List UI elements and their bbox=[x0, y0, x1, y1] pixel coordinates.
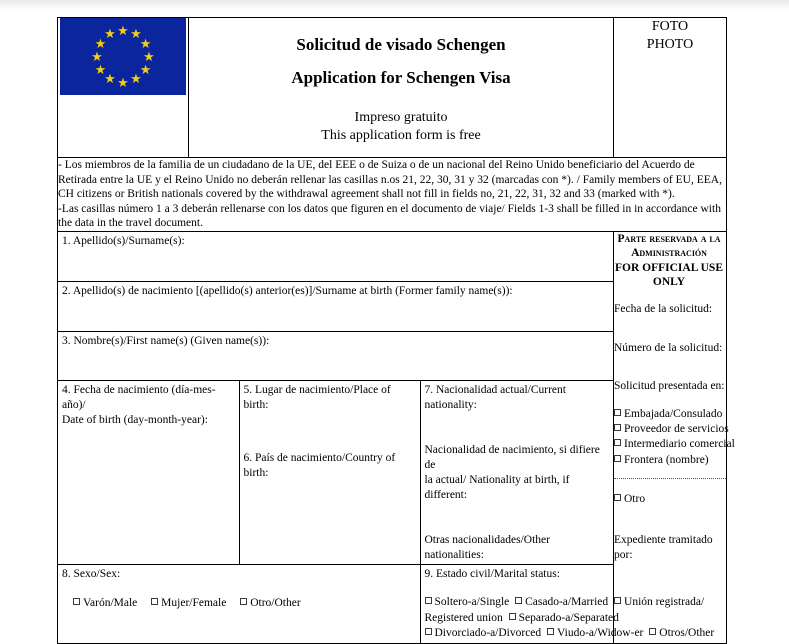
field-date-of-birth[interactable] bbox=[58, 380, 239, 565]
eu-flag-cell bbox=[58, 18, 189, 158]
notice-cell bbox=[58, 158, 727, 232]
option-label-service-provider: Proveedor de servicios bbox=[624, 423, 729, 436]
form-title-cell bbox=[189, 18, 614, 158]
option-label-embassy-consulate: Embajada/Consulado bbox=[624, 407, 723, 420]
field-nationality-at-birth-label-line1: Nacionalidad de nacimiento, si difiere de bbox=[424, 443, 600, 471]
field-surname-label: 1. Apellido(s)/Surname(s): bbox=[62, 234, 185, 247]
option-label-divorced: Divorciado-a/Divorced bbox=[434, 626, 542, 639]
checkbox-sex-male[interactable] bbox=[73, 598, 80, 605]
option-commercial-intermediary[interactable] bbox=[614, 437, 735, 452]
checkbox-service-provider[interactable] bbox=[614, 424, 621, 431]
field-row-8-9 bbox=[58, 565, 613, 643]
option-label-married: Casado-a/Married bbox=[525, 596, 609, 609]
option-label-single: Soltero-a/Single bbox=[434, 596, 510, 609]
form-subtitle-english: This application form is free bbox=[321, 127, 481, 143]
field-row-4-7 bbox=[58, 380, 613, 565]
form-subtitle-spanish: Impreso gratuito bbox=[354, 110, 448, 126]
checkbox-marital-widowed[interactable] bbox=[547, 628, 554, 635]
form-body-row bbox=[58, 231, 727, 643]
official-submitted-options bbox=[614, 407, 735, 468]
field-marital-status-label: 9. Estado civil/Marital status: bbox=[424, 568, 560, 581]
option-label-separated: Separado-a/Separated bbox=[518, 611, 619, 624]
option-label-registered-union-es: Unión registrada/ bbox=[624, 596, 705, 609]
option-embassy-consulate[interactable] bbox=[614, 407, 726, 422]
eu-flag-icon bbox=[60, 18, 186, 95]
official-application-number-label: Número de la solicitud: bbox=[614, 341, 723, 354]
border-name-write-in-line[interactable] bbox=[614, 477, 726, 479]
field-date-of-birth-label-line2: Date of birth (day-month-year): bbox=[62, 413, 208, 426]
eu-flag-star: ★ bbox=[130, 25, 142, 41]
eu-flag-star: ★ bbox=[117, 74, 129, 90]
official-handled-by-label: Expediente tramitado por: bbox=[614, 533, 713, 562]
field-country-of-birth-label: 6. País de nacimiento/Country of birth: bbox=[243, 451, 396, 479]
eu-flag-star: ★ bbox=[117, 22, 129, 38]
official-heading-english-line2: ONLY bbox=[652, 276, 686, 289]
official-application-date-label: Fecha de la solicitud: bbox=[614, 303, 713, 316]
notice-line-1: - Los miembros de la familia de un ciudadano de la UE, del EEE o de Suiza o de un nacional del Reino Unido beneficiario del Acuerdo de Retirada entre la UE y el Reino Unido no deberán rellenar las casillas n.os 21, 22, 30, 31 y 32 (marcadas con *). / Family members of EU, EEA, CH citizens or British nationals covered by the withdrawal agreement shall not fill in fields no, 21, 22, 31, 32 and 33 (marked with *). bbox=[58, 159, 722, 201]
field-row-3 bbox=[58, 331, 613, 380]
field-surname-at-birth[interactable] bbox=[58, 281, 613, 331]
form-title-english: Application for Schengen Visa bbox=[291, 67, 511, 87]
checkbox-sex-female[interactable] bbox=[151, 598, 158, 605]
checkbox-marital-married[interactable] bbox=[515, 597, 522, 604]
eu-flag-star: ★ bbox=[94, 35, 107, 51]
field-first-names[interactable] bbox=[58, 331, 613, 380]
field-first-names-label: 3. Nombre(s)/First name(s) (Given name(s)): bbox=[62, 334, 270, 347]
option-label-widowed: Viudo-a/Widow-er bbox=[557, 626, 644, 639]
eu-flag-star: ★ bbox=[143, 48, 155, 64]
checkbox-marital-separated[interactable] bbox=[509, 613, 516, 620]
field-other-nationalities-label: Otras nacionalidades/Other nationalities: bbox=[424, 533, 550, 561]
form-notice-row bbox=[58, 158, 727, 232]
checkbox-marital-divorced[interactable] bbox=[425, 628, 432, 635]
official-heading-spanish-line2: Administración bbox=[631, 247, 707, 260]
eu-flag-star: ★ bbox=[130, 71, 142, 87]
option-label-sex-other: Otro/Other bbox=[250, 597, 301, 610]
field-place-and-country-of-birth[interactable] bbox=[239, 380, 420, 565]
official-submitted-at-label: Solicitud presentada en: bbox=[614, 379, 725, 392]
field-place-of-birth-label: 5. Lugar de nacimiento/Place of birth: bbox=[243, 383, 391, 411]
option-label-other: Otro bbox=[624, 492, 646, 505]
option-other[interactable] bbox=[614, 492, 726, 507]
option-border[interactable] bbox=[614, 453, 726, 468]
eu-flag-star: ★ bbox=[139, 35, 152, 51]
visa-application-form bbox=[57, 17, 735, 644]
form-header-row bbox=[58, 18, 727, 158]
option-label-border: Frontera (nombre) bbox=[624, 453, 709, 466]
option-label-commercial-intermediary: Intermediario comercial bbox=[624, 438, 735, 451]
field-current-nationality-label-line2: nationality: bbox=[424, 398, 477, 411]
option-label-male: Varón/Male bbox=[83, 597, 138, 610]
checkbox-marital-single[interactable] bbox=[425, 597, 432, 604]
checkbox-border[interactable] bbox=[614, 455, 621, 462]
eu-flag-star: ★ bbox=[104, 71, 116, 87]
photo-label-english: PHOTO bbox=[646, 37, 694, 53]
eu-flag-star: ★ bbox=[94, 61, 107, 77]
official-use-heading bbox=[614, 232, 726, 290]
form-title-spanish: Solicitud de visado Schengen bbox=[296, 35, 506, 54]
official-use-cell bbox=[614, 231, 735, 643]
checkbox-marital-registered-union[interactable] bbox=[614, 597, 621, 604]
page-top-shading bbox=[0, 0, 789, 10]
field-row-2 bbox=[58, 281, 613, 331]
field-sex[interactable] bbox=[58, 565, 420, 643]
checkbox-commercial-intermediary[interactable] bbox=[614, 439, 621, 446]
official-heading-spanish-line1: Parte reservada a la bbox=[617, 232, 721, 245]
photo-placeholder-cell bbox=[614, 18, 727, 158]
field-marital-status[interactable] bbox=[420, 565, 715, 643]
notice-line-2: -Las casillas número 1 a 3 deberán rellenarse con los datos que figuren en el documento de viaje/ Fields 1-3 shall be filled in in accordance with the data in the travel document. bbox=[58, 202, 721, 230]
option-label-marital-other: Otros/Other bbox=[659, 626, 715, 639]
checkbox-embassy-consulate[interactable] bbox=[614, 409, 621, 416]
checkbox-sex-other[interactable] bbox=[240, 598, 247, 605]
checkbox-other[interactable] bbox=[614, 494, 621, 501]
option-label-female: Mujer/Female bbox=[161, 597, 227, 610]
eu-flag-star: ★ bbox=[139, 61, 152, 77]
official-heading-english-line1: FOR OFFICIAL USE bbox=[615, 261, 723, 274]
field-current-nationality-label-line1: 7. Nacionalidad actual/Current bbox=[424, 383, 566, 396]
field-row-1 bbox=[58, 232, 613, 282]
option-label-registered-union-en: Registered union bbox=[424, 611, 503, 624]
field-surname[interactable] bbox=[58, 232, 613, 282]
field-nationality-at-birth-label-line2: la actual/ Nationality at birth, if different: bbox=[424, 473, 570, 501]
field-surname-at-birth-label: 2. Apellido(s) de nacimiento [(apellido(s) anterior(es)]/Surname at birth (Former family name(s)): bbox=[62, 284, 513, 297]
option-service-provider[interactable] bbox=[614, 422, 729, 437]
field-sex-label: 8. Sexo/Sex: bbox=[62, 568, 121, 581]
eu-flag-star: ★ bbox=[91, 48, 103, 64]
eu-flag-star: ★ bbox=[104, 25, 116, 41]
field-nationality[interactable] bbox=[420, 380, 613, 565]
checkbox-marital-other[interactable] bbox=[649, 628, 656, 635]
field-date-of-birth-label-line1: 4. Fecha de nacimiento (día-mes-año)/ bbox=[62, 383, 216, 411]
photo-label-spanish: FOTO bbox=[651, 19, 689, 34]
